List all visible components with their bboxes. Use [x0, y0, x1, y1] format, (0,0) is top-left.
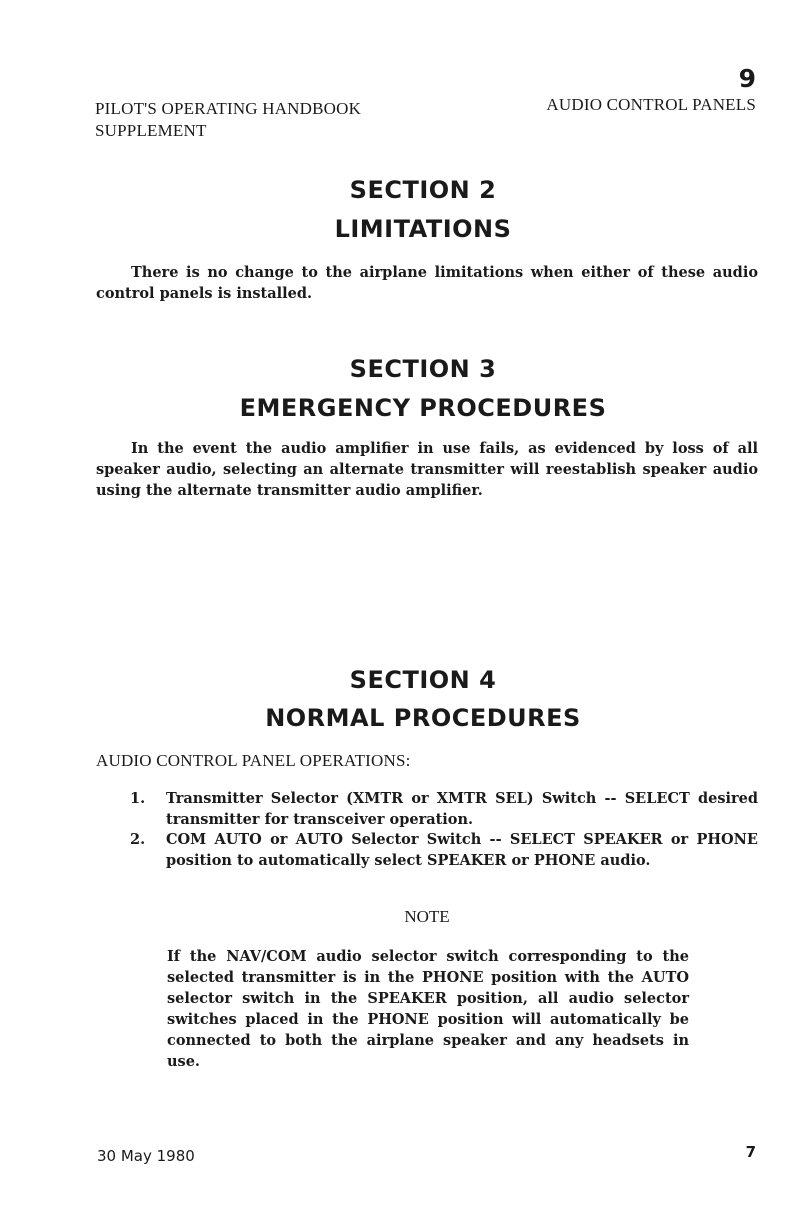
section-3-paragraph [96, 438, 758, 501]
handbook-subtitle: SUPPLEMENT [95, 121, 207, 140]
note-text: If the NAV/COM audio selector switch corresponding to the selected transmitter is in the PHONE position with the AUTO selector switch in the SPEAKER position, all audio selector switches placed in the PHONE position will automatically be connected to both the airplane speaker and any headsets in use. [167, 948, 689, 1070]
footer-date: 30 May 1980 [97, 1147, 195, 1165]
section-3-title: EMERGENCY PROCEDURES [239, 394, 607, 422]
handbook-title: PILOT'S OPERATING HANDBOOK [95, 99, 362, 118]
section-2-paragraph [96, 262, 758, 304]
procedure-step [130, 788, 758, 830]
page-number: 7 [745, 1143, 756, 1161]
step-text: COM AUTO or AUTO Selector Switch -- SELECT SPEAKER or PHONE position to automatically select SPEAKER or PHONE audio. [166, 831, 758, 869]
section-3-text: In the event the audio amplifier in use fails, as evidenced by loss of all speaker audio, selecting an alternate transmitter will reestablish speaker audio using the alternate transmitter audio amplifier. [96, 440, 758, 499]
section-2-text: There is no change to the airplane limitations when either of these audio control panels is installed. [96, 264, 758, 302]
supplement-number: 9 [738, 64, 756, 93]
supplement-title: AUDIO CONTROL PANELS [546, 95, 756, 114]
step-number: 1. [130, 790, 146, 807]
section-4-number: SECTION 4 [349, 666, 497, 694]
handbook-header [95, 98, 361, 142]
step-number: 2. [130, 831, 146, 848]
section-2-number: SECTION 2 [349, 176, 497, 204]
section-3-number: SECTION 3 [349, 355, 497, 383]
section-2-title: LIMITATIONS [334, 215, 512, 243]
procedure-subheading: AUDIO CONTROL PANEL OPERATIONS: [96, 751, 411, 770]
procedure-step [130, 829, 758, 871]
section-4-title: NORMAL PROCEDURES [265, 704, 581, 732]
step-text: Transmitter Selector (XMTR or XMTR SEL) Switch -- SELECT desired transmitter for transceiver operation. [166, 790, 758, 828]
note-label: NOTE [404, 907, 450, 926]
